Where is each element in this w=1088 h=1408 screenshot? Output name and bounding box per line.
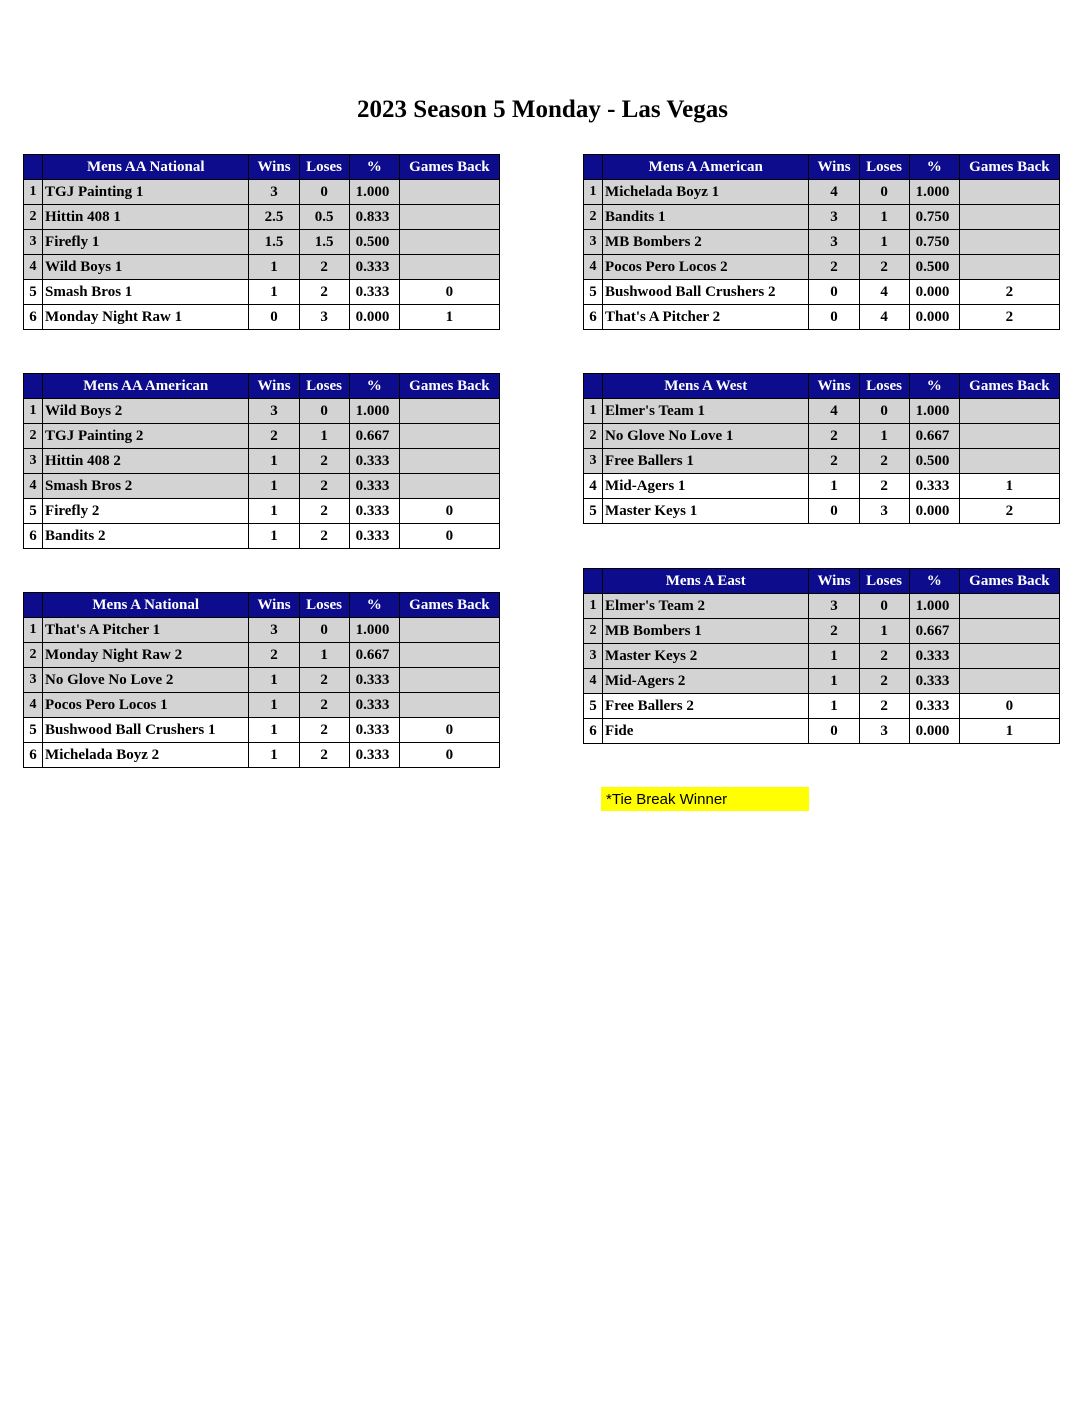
table-header-row: [24, 593, 500, 618]
games-back-cell: [399, 205, 499, 230]
standings-table-aa-american: [23, 373, 500, 549]
pct-cell: 0.667: [909, 619, 959, 644]
games-back-header: Games Back: [959, 374, 1059, 399]
pct-cell: 0.000: [349, 305, 399, 330]
pct-cell: 0.500: [909, 255, 959, 280]
pct-cell: 0.000: [909, 719, 959, 744]
rank-cell: 2: [584, 205, 603, 230]
loses-cell: 0: [299, 180, 349, 205]
pct-cell: 1.000: [909, 180, 959, 205]
table-row: [24, 618, 500, 643]
team-name-cell: MB Bombers 2: [603, 230, 809, 255]
standings-table-a-east: [583, 568, 1060, 744]
team-name-cell: Michelada Boyz 2: [43, 743, 249, 768]
pct-cell: 0.333: [349, 449, 399, 474]
wins-cell: 1: [249, 449, 299, 474]
pct-cell: 0.667: [349, 424, 399, 449]
team-name-cell: Firefly 2: [43, 499, 249, 524]
games-back-cell: 2: [959, 280, 1059, 305]
rank-cell: 2: [24, 205, 43, 230]
table-row: [584, 449, 1060, 474]
team-name-cell: Mid-Agers 2: [603, 669, 809, 694]
loses-cell: 3: [299, 305, 349, 330]
games-back-cell: 0: [959, 694, 1059, 719]
games-back-cell: [959, 399, 1059, 424]
wins-cell: 3: [249, 618, 299, 643]
loses-cell: 1: [299, 424, 349, 449]
team-name-cell: No Glove No Love 1: [603, 424, 809, 449]
pct-cell: 0.333: [349, 255, 399, 280]
games-back-cell: [399, 180, 499, 205]
wins-header: Wins: [249, 593, 299, 618]
loses-cell: 3: [859, 499, 909, 524]
loses-cell: 2: [299, 718, 349, 743]
loses-cell: 2: [859, 669, 909, 694]
wins-header: Wins: [809, 374, 859, 399]
games-back-cell: [959, 230, 1059, 255]
team-name-cell: MB Bombers 1: [603, 619, 809, 644]
pct-header: %: [909, 569, 959, 594]
wins-cell: 2: [809, 619, 859, 644]
team-name-cell: Elmer's Team 1: [603, 399, 809, 424]
loses-header: Loses: [859, 374, 909, 399]
team-name-cell: Monday Night Raw 1: [43, 305, 249, 330]
pct-cell: 1.000: [349, 618, 399, 643]
rank-cell: 5: [584, 280, 603, 305]
pct-cell: 0.333: [349, 693, 399, 718]
loses-cell: 0.5: [299, 205, 349, 230]
rank-cell: 4: [24, 693, 43, 718]
table-row: [584, 205, 1060, 230]
rank-cell: 6: [24, 305, 43, 330]
games-back-cell: [399, 255, 499, 280]
loses-cell: 2: [299, 743, 349, 768]
loses-header: Loses: [299, 155, 349, 180]
games-back-cell: [959, 644, 1059, 669]
table-row: [584, 474, 1060, 499]
table-header-row: [584, 569, 1060, 594]
wins-cell: 2: [809, 449, 859, 474]
games-back-cell: [399, 399, 499, 424]
team-name-cell: Smash Bros 1: [43, 280, 249, 305]
games-back-header: Games Back: [959, 155, 1059, 180]
pct-cell: 0.333: [349, 524, 399, 549]
pct-header: %: [909, 155, 959, 180]
loses-cell: 0: [859, 594, 909, 619]
pct-cell: 1.000: [349, 399, 399, 424]
rank-cell: 2: [584, 424, 603, 449]
loses-cell: 1: [859, 205, 909, 230]
pct-cell: 0.833: [349, 205, 399, 230]
wins-cell: 2.5: [249, 205, 299, 230]
rank-cell: 3: [584, 230, 603, 255]
loses-cell: 2: [859, 644, 909, 669]
loses-cell: 2: [859, 449, 909, 474]
wins-cell: 4: [809, 399, 859, 424]
pct-cell: 0.750: [909, 205, 959, 230]
loses-cell: 1: [859, 424, 909, 449]
pct-header: %: [349, 155, 399, 180]
games-back-cell: [399, 230, 499, 255]
wins-cell: 1: [809, 669, 859, 694]
standings-table-aa-national: [23, 154, 500, 330]
loses-cell: 3: [859, 719, 909, 744]
team-name-cell: TGJ Painting 1: [43, 180, 249, 205]
table-row: [24, 424, 500, 449]
games-back-cell: [959, 669, 1059, 694]
table-row: [584, 280, 1060, 305]
wins-cell: 3: [809, 594, 859, 619]
wins-header: Wins: [249, 155, 299, 180]
wins-cell: 3: [249, 180, 299, 205]
pct-cell: 0.000: [909, 280, 959, 305]
rank-cell: 2: [584, 619, 603, 644]
loses-header: Loses: [299, 374, 349, 399]
tie-break-note: *Tie Break Winner: [601, 787, 809, 811]
rank-cell: 1: [24, 618, 43, 643]
rank-header: [584, 569, 603, 594]
rank-cell: 1: [584, 594, 603, 619]
standings-table-a-national: [23, 592, 500, 768]
division-name: Mens A West: [603, 374, 809, 399]
table-row: [24, 718, 500, 743]
loses-cell: 4: [859, 280, 909, 305]
wins-cell: 0: [809, 305, 859, 330]
table-header-row: [584, 155, 1060, 180]
team-name-cell: Pocos Pero Locos 2: [603, 255, 809, 280]
loses-cell: 1: [299, 643, 349, 668]
team-name-cell: Bandits 1: [603, 205, 809, 230]
division-name: Mens A National: [43, 593, 249, 618]
team-name-cell: Master Keys 2: [603, 644, 809, 669]
rank-cell: 1: [24, 399, 43, 424]
rank-cell: 4: [24, 474, 43, 499]
division-name: Mens AA National: [43, 155, 249, 180]
pct-cell: 0.333: [349, 474, 399, 499]
games-back-cell: 0: [399, 280, 499, 305]
rank-cell: 5: [24, 718, 43, 743]
team-name-cell: Hittin 408 1: [43, 205, 249, 230]
table-row: [24, 668, 500, 693]
table-row: [584, 230, 1060, 255]
wins-cell: 1: [249, 280, 299, 305]
rank-cell: 1: [584, 399, 603, 424]
wins-cell: 3: [809, 205, 859, 230]
rank-cell: 3: [584, 644, 603, 669]
rank-header: [584, 374, 603, 399]
loses-cell: 2: [859, 694, 909, 719]
games-back-cell: [959, 619, 1059, 644]
table-row: [584, 255, 1060, 280]
team-name-cell: That's A Pitcher 2: [603, 305, 809, 330]
wins-cell: 2: [809, 424, 859, 449]
wins-cell: 1: [809, 644, 859, 669]
games-back-header: Games Back: [399, 593, 499, 618]
table-row: [584, 499, 1060, 524]
team-name-cell: Monday Night Raw 2: [43, 643, 249, 668]
pct-cell: 0.333: [349, 499, 399, 524]
wins-cell: 0: [809, 499, 859, 524]
pct-cell: 0.500: [349, 230, 399, 255]
table-row: [24, 474, 500, 499]
team-name-cell: That's A Pitcher 1: [43, 618, 249, 643]
table-row: [584, 424, 1060, 449]
rank-cell: 2: [24, 424, 43, 449]
pct-cell: 0.333: [349, 718, 399, 743]
table-row: [24, 205, 500, 230]
games-back-cell: [959, 205, 1059, 230]
games-back-cell: 0: [399, 743, 499, 768]
table-header-row: [24, 374, 500, 399]
wins-cell: 3: [249, 399, 299, 424]
loses-cell: 1: [859, 619, 909, 644]
table-row: [24, 693, 500, 718]
wins-cell: 1: [809, 474, 859, 499]
table-row: [24, 255, 500, 280]
table-row: [24, 524, 500, 549]
rank-cell: 6: [584, 305, 603, 330]
table-row: [584, 694, 1060, 719]
games-back-cell: 1: [959, 719, 1059, 744]
games-back-cell: [959, 180, 1059, 205]
games-back-cell: [399, 424, 499, 449]
rank-cell: 6: [24, 524, 43, 549]
table-row: [24, 230, 500, 255]
table-row: [584, 644, 1060, 669]
rank-cell: 1: [584, 180, 603, 205]
table-row: [24, 449, 500, 474]
team-name-cell: Free Ballers 1: [603, 449, 809, 474]
standings-table-a-american: [583, 154, 1060, 330]
team-name-cell: Free Ballers 2: [603, 694, 809, 719]
division-name: Mens A East: [603, 569, 809, 594]
table-row: [584, 399, 1060, 424]
team-name-cell: No Glove No Love 2: [43, 668, 249, 693]
loses-cell: 2: [299, 255, 349, 280]
games-back-cell: [399, 618, 499, 643]
division-name: Mens A American: [603, 155, 809, 180]
wins-cell: 1: [249, 255, 299, 280]
loses-cell: 1: [859, 230, 909, 255]
rank-cell: 1: [24, 180, 43, 205]
rank-cell: 3: [24, 449, 43, 474]
team-name-cell: Mid-Agers 1: [603, 474, 809, 499]
rank-cell: 6: [584, 719, 603, 744]
rank-cell: 3: [584, 449, 603, 474]
pct-cell: 0.750: [909, 230, 959, 255]
loses-cell: 2: [299, 668, 349, 693]
pct-cell: 0.333: [909, 644, 959, 669]
rank-cell: 4: [584, 474, 603, 499]
rank-header: [584, 155, 603, 180]
loses-header: Loses: [299, 593, 349, 618]
wins-cell: 1: [249, 718, 299, 743]
loses-header: Loses: [859, 569, 909, 594]
loses-cell: 2: [299, 693, 349, 718]
loses-header: Loses: [859, 155, 909, 180]
table-row: [584, 180, 1060, 205]
games-back-cell: [399, 643, 499, 668]
games-back-cell: [399, 474, 499, 499]
games-back-cell: [399, 668, 499, 693]
rank-cell: 4: [24, 255, 43, 280]
page-title: 2023 Season 5 Monday - Las Vegas: [357, 96, 728, 123]
team-name-cell: Wild Boys 2: [43, 399, 249, 424]
table-header-row: [584, 374, 1060, 399]
games-back-cell: [959, 424, 1059, 449]
games-back-cell: [399, 449, 499, 474]
pct-cell: 0.667: [349, 643, 399, 668]
pct-cell: 0.333: [909, 694, 959, 719]
rank-cell: 5: [24, 499, 43, 524]
wins-cell: 0: [809, 719, 859, 744]
wins-cell: 1.5: [249, 230, 299, 255]
loses-cell: 2: [299, 524, 349, 549]
games-back-header: Games Back: [399, 374, 499, 399]
games-back-cell: [959, 594, 1059, 619]
pct-cell: 0.667: [909, 424, 959, 449]
games-back-header: Games Back: [959, 569, 1059, 594]
wins-cell: 4: [809, 180, 859, 205]
table-header-row: [24, 155, 500, 180]
table-row: [24, 180, 500, 205]
team-name-cell: Fide: [603, 719, 809, 744]
wins-cell: 0: [249, 305, 299, 330]
rank-cell: 3: [24, 668, 43, 693]
table-row: [24, 643, 500, 668]
wins-cell: 0: [809, 280, 859, 305]
games-back-cell: [959, 449, 1059, 474]
wins-cell: 1: [249, 743, 299, 768]
wins-cell: 1: [249, 499, 299, 524]
loses-cell: 2: [299, 499, 349, 524]
rank-header: [24, 374, 43, 399]
games-back-header: Games Back: [399, 155, 499, 180]
games-back-cell: 2: [959, 499, 1059, 524]
pct-cell: 0.500: [909, 449, 959, 474]
table-row: [24, 399, 500, 424]
pct-cell: 1.000: [909, 594, 959, 619]
wins-cell: 1: [249, 693, 299, 718]
loses-cell: 0: [299, 399, 349, 424]
pct-cell: 0.000: [909, 305, 959, 330]
table-row: [584, 594, 1060, 619]
pct-cell: 0.333: [349, 280, 399, 305]
pct-header: %: [909, 374, 959, 399]
pct-cell: 1.000: [909, 399, 959, 424]
standings-table-a-west: [583, 373, 1060, 524]
loses-cell: 1.5: [299, 230, 349, 255]
games-back-cell: 1: [959, 474, 1059, 499]
loses-cell: 0: [859, 180, 909, 205]
wins-cell: 2: [249, 424, 299, 449]
wins-cell: 3: [809, 230, 859, 255]
table-row: [24, 305, 500, 330]
pct-cell: 0.333: [909, 474, 959, 499]
rank-cell: 6: [24, 743, 43, 768]
division-name: Mens AA American: [43, 374, 249, 399]
loses-cell: 4: [859, 305, 909, 330]
rank-cell: 2: [24, 643, 43, 668]
wins-cell: 1: [809, 694, 859, 719]
table-row: [24, 280, 500, 305]
wins-header: Wins: [809, 569, 859, 594]
loses-cell: 2: [299, 280, 349, 305]
team-name-cell: Bushwood Ball Crushers 2: [603, 280, 809, 305]
table-row: [584, 669, 1060, 694]
team-name-cell: Wild Boys 1: [43, 255, 249, 280]
games-back-cell: 2: [959, 305, 1059, 330]
wins-cell: 2: [249, 643, 299, 668]
wins-header: Wins: [249, 374, 299, 399]
games-back-cell: 0: [399, 499, 499, 524]
team-name-cell: Pocos Pero Locos 1: [43, 693, 249, 718]
loses-cell: 2: [859, 474, 909, 499]
rank-cell: 5: [24, 280, 43, 305]
team-name-cell: Michelada Boyz 1: [603, 180, 809, 205]
games-back-cell: [399, 693, 499, 718]
games-back-cell: [959, 255, 1059, 280]
team-name-cell: TGJ Painting 2: [43, 424, 249, 449]
pct-cell: 0.333: [909, 669, 959, 694]
table-row: [584, 305, 1060, 330]
pct-cell: 1.000: [349, 180, 399, 205]
wins-cell: 1: [249, 524, 299, 549]
wins-cell: 1: [249, 668, 299, 693]
rank-cell: 3: [24, 230, 43, 255]
loses-cell: 0: [299, 618, 349, 643]
rank-cell: 5: [584, 694, 603, 719]
loses-cell: 2: [299, 474, 349, 499]
pct-cell: 0.333: [349, 668, 399, 693]
table-row: [584, 719, 1060, 744]
pct-header: %: [349, 374, 399, 399]
wins-cell: 2: [809, 255, 859, 280]
wins-cell: 1: [249, 474, 299, 499]
team-name-cell: Hittin 408 2: [43, 449, 249, 474]
team-name-cell: Bushwood Ball Crushers 1: [43, 718, 249, 743]
wins-header: Wins: [809, 155, 859, 180]
rank-cell: 4: [584, 669, 603, 694]
rank-cell: 4: [584, 255, 603, 280]
pct-cell: 0.333: [349, 743, 399, 768]
team-name-cell: Bandits 2: [43, 524, 249, 549]
pct-cell: 0.000: [909, 499, 959, 524]
pct-header: %: [349, 593, 399, 618]
games-back-cell: 0: [399, 718, 499, 743]
rank-header: [24, 155, 43, 180]
rank-cell: 5: [584, 499, 603, 524]
loses-cell: 0: [859, 399, 909, 424]
loses-cell: 2: [859, 255, 909, 280]
team-name-cell: Smash Bros 2: [43, 474, 249, 499]
team-name-cell: Elmer's Team 2: [603, 594, 809, 619]
loses-cell: 2: [299, 449, 349, 474]
team-name-cell: Master Keys 1: [603, 499, 809, 524]
games-back-cell: 0: [399, 524, 499, 549]
team-name-cell: Firefly 1: [43, 230, 249, 255]
table-row: [584, 619, 1060, 644]
rank-header: [24, 593, 43, 618]
table-row: [24, 499, 500, 524]
games-back-cell: 1: [399, 305, 499, 330]
table-row: [24, 743, 500, 768]
